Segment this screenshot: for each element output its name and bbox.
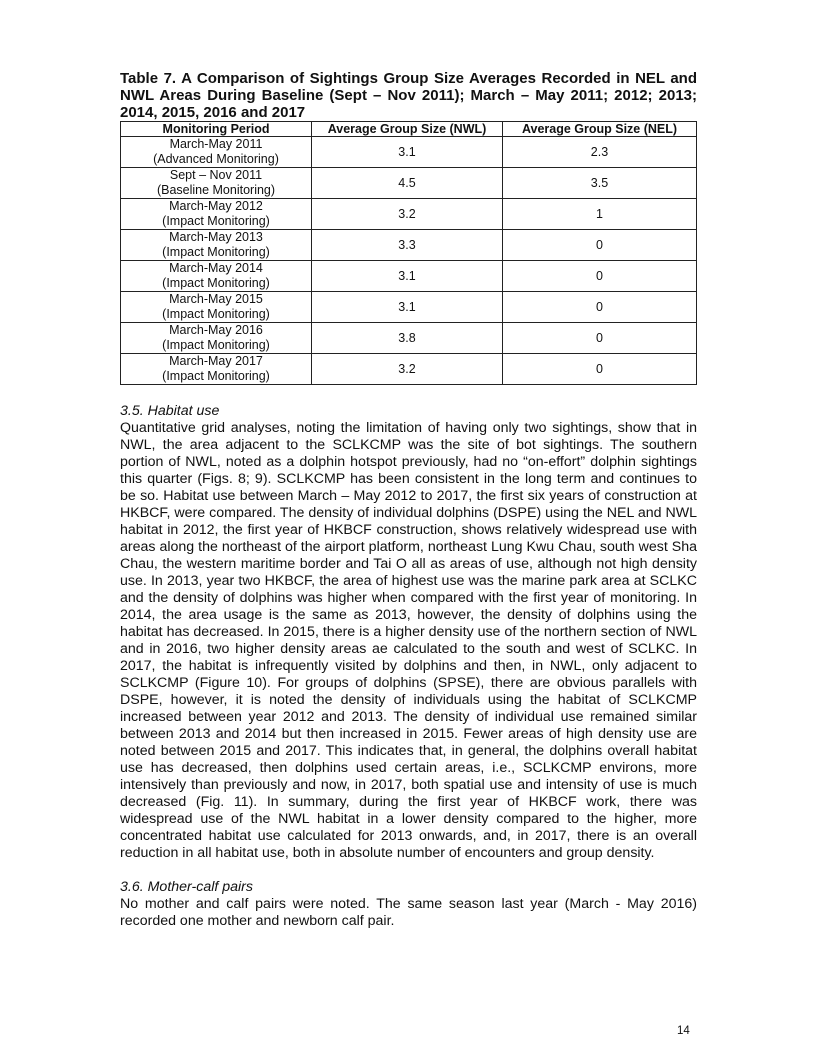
group-size-table [120, 121, 697, 385]
period-label: March-May 2017 [169, 354, 263, 368]
table-row [121, 354, 697, 385]
period-label: March-May 2011 [169, 137, 263, 151]
table-header-row [121, 122, 697, 137]
table-row [121, 323, 697, 354]
cell-monitoring-period [121, 230, 312, 261]
period-label: March-May 2013 [169, 230, 263, 244]
table-row [121, 230, 697, 261]
cell-monitoring-period [121, 168, 312, 199]
phase-label: (Baseline Monitoring) [156, 183, 276, 197]
page-number: 14 [677, 1025, 690, 1037]
cell-nwl-value: 3.2 [312, 354, 503, 385]
phase-label: (Impact Monitoring) [162, 338, 270, 352]
cell-monitoring-period [121, 354, 312, 385]
phase-label: (Impact Monitoring) [162, 276, 270, 290]
cell-nel-value: 0 [503, 230, 697, 261]
header-monitoring-period: Monitoring Period [121, 122, 312, 137]
cell-monitoring-period [121, 323, 312, 354]
table-row [121, 137, 697, 168]
cell-nwl-value: 3.3 [312, 230, 503, 261]
cell-nel-value: 3.5 [503, 168, 697, 199]
phase-label: (Impact Monitoring) [162, 369, 270, 383]
cell-nel-value: 0 [503, 261, 697, 292]
cell-nel-value: 0 [503, 323, 697, 354]
cell-nwl-value: 3.1 [312, 137, 503, 168]
cell-nwl-value: 4.5 [312, 168, 503, 199]
cell-nel-value: 0 [503, 292, 697, 323]
section-heading-mother-calf: 3.6. Mother-calf pairs [120, 879, 254, 895]
cell-monitoring-period [121, 199, 312, 230]
phase-label: (Advanced Monitoring) [153, 152, 279, 166]
table-row [121, 292, 697, 323]
cell-nwl-value: 3.8 [312, 323, 503, 354]
cell-nwl-value: 3.1 [312, 261, 503, 292]
header-nwl: Average Group Size (NWL) [312, 122, 503, 137]
section-body-mother-calf: No mother and calf pairs were noted. The same season last year (March - May 2016) recorded one mother and newborn calf pair. [120, 896, 697, 929]
table-row [121, 199, 697, 230]
section-body-habitat-use: Quantitative grid analyses, noting the limitation of having only two sightings, show that in NWL, the area adjacent to the SCLKCMP was the site of bot sightings. The southern portion of NWL, noted as a dolphin hotspot previously, had no “on-effort” dolphin sightings this quarter (Figs. 8; 9). SCLKCMP has been consistent in the long term and continues to be so. Habitat use between March – May 2012 to 2017, the first six years of construction at HKBCF, were compared. The density of individual dolphins (DSPE) using the NEL and NWL habitat in 2012, the first year of HKBCF construction, shows relatively widespread use with areas along the northeast of the airport platform, northeast Lung Kwu Chau, south west Sha Chau, the western maritime border and Tai O all as areas of use, although not high density use. In 2013, year two HKBCF, the area of highest use was the marine park area at SCLKC and the density of dolphins was higher when compared with the first year of monitoring. In 2014, the area usage is the same as 2013, however, the density of dolphins using the habitat has decreased. In 2015, there is a higher density use of the northern section of NWL and in 2016, two higher density areas ae calculated to the south and west of SCLKC. In 2017, the habitat is infrequently visited by dolphins and then, in NWL, only adjacent to SCLKCMP (Figure 10). For groups of dolphins (SPSE), there are obvious parallels with DSPE, however, it is noted the density of individuals using the habitat of SCLKCMP increased between year 2012 and 2013. The density of individual use remained similar between 2013 and 2014 but then increased in 2015. Fewer areas of high density use are noted between 2015 and 2017. This indicates that, in general, the dolphins overall habitat use has decreased, then dolphins used certain areas, i.e., SCLKCMP environs, more intensively than previously and now, in 2017, both spatial use and intensity of use is much decreased (Fig. 11). In summary, during the first year of HKBCF work, there was widespread use of the NWL habitat in a lower density compared to the higher, more concentrated habitat use calculated for 2013 onwards, and, in 2017, there is an overall reduction in all habitat use, both in absolute number of encounters and group density. [120, 420, 697, 861]
cell-nwl-value: 3.1 [312, 292, 503, 323]
period-label: Sept – Nov 2011 [169, 168, 263, 182]
cell-monitoring-period [121, 137, 312, 168]
cell-monitoring-period [121, 292, 312, 323]
cell-nel-value: 2.3 [503, 137, 697, 168]
header-nel: Average Group Size (NEL) [503, 122, 697, 137]
phase-label: (Impact Monitoring) [162, 214, 270, 228]
section-heading-habitat-use: 3.5. Habitat use [120, 403, 220, 419]
table-body [121, 137, 697, 385]
cell-nel-value: 1 [503, 199, 697, 230]
cell-nel-value: 0 [503, 354, 697, 385]
period-label: March-May 2016 [169, 323, 263, 337]
table-row [121, 168, 697, 199]
document-page [120, 70, 697, 930]
cell-monitoring-period [121, 261, 312, 292]
phase-label: (Impact Monitoring) [162, 307, 270, 321]
phase-label: (Impact Monitoring) [162, 245, 270, 259]
table-row [121, 261, 697, 292]
table-title: Table 7. A Comparison of Sightings Group Size Averages Recorded in NEL and NWL Areas During Baseline (Sept – Nov 2011); March – May 2011; 2012; 2013; 2014, 2015, 2016 and 2017 [120, 70, 697, 121]
period-label: March-May 2014 [169, 261, 263, 275]
period-label: March-May 2015 [169, 292, 263, 306]
cell-nwl-value: 3.2 [312, 199, 503, 230]
period-label: March-May 2012 [169, 199, 263, 213]
